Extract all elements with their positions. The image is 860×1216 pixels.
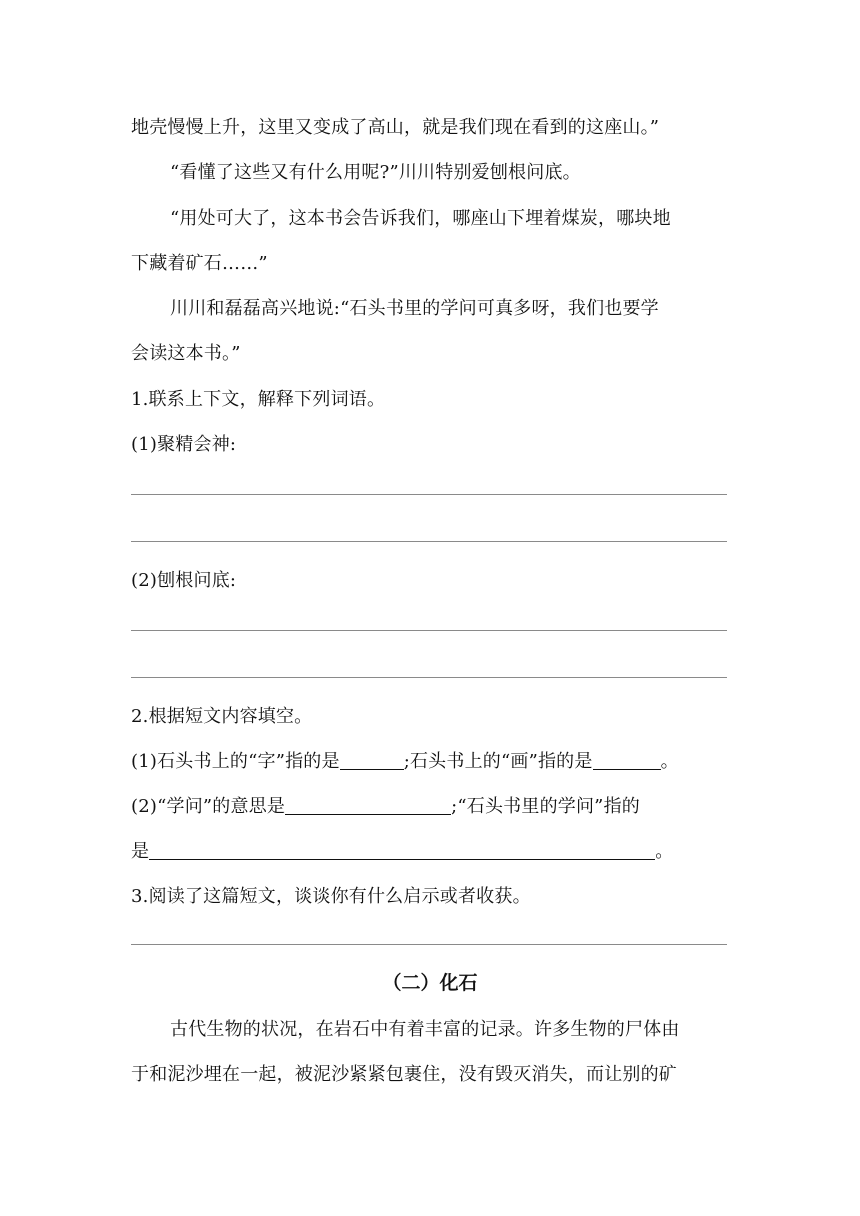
passage-line-3: “用处可大了，这本书会告诉我们，哪座山下埋着煤炭，哪块地 [170,208,671,229]
question-3-heading: 3.阅读了这篇短文，谈谈你有什么启示或者收获。 [131,886,531,907]
passage-line-6: 会读这本书。” [131,343,241,364]
question-1-item-2-label: (2)刨根问底: [131,570,237,591]
answer-line-2[interactable] [131,541,727,542]
question-2-item-2 [131,794,731,820]
question-1-heading: 1.联系上下文，解释下列词语。 [131,389,386,410]
answer-line-4[interactable] [131,677,727,678]
fill-blank-hua[interactable] [593,749,661,770]
q2-item1-end: 。 [660,751,679,772]
question-2-item-2-cont [131,839,731,865]
section-2-line-1: 古代生物的状况，在岩石中有着丰富的记录。许多生物的尸体由 [170,1019,680,1040]
fill-blank-xuewen[interactable] [285,794,451,815]
question-1-item-1-label: (1)聚精会神: [131,434,237,455]
passage-line-2: “看懂了这些又有什么用呢?”川川特别爱刨根问底。 [170,162,581,183]
question-2-heading: 2.根据短文内容填空。 [131,706,313,727]
answer-line-1[interactable] [131,494,727,495]
q2-item2-end: 。 [655,841,674,862]
fill-blank-zi[interactable] [340,749,404,770]
q2-item2-text-b: ;“石头书里的学问”指的 [451,796,640,817]
section-2-line-2: 于和泥沙埋在一起，被泥沙紧紧包裹住，没有毁灭消失，而让别的矿 [131,1064,677,1085]
answer-line-3[interactable] [131,630,727,631]
question-2-item-1 [131,749,731,775]
section-2-title: （二）化石 [382,972,478,994]
passage-line-4: 下藏着矿石……” [131,253,268,274]
passage-line-1: 地壳慢慢上升，这里又变成了高山，就是我们现在看到的这座山。” [131,117,660,138]
fill-blank-shitou-xuewen[interactable] [149,839,655,860]
q2-item2-text-c: 是 [131,841,150,862]
q2-item1-text-a: (1)石头书上的“字”指的是 [131,751,340,772]
answer-line-5[interactable] [131,944,727,945]
q2-item2-text-a: (2)“学问”的意思是 [131,796,286,817]
q2-item1-text-b: ;石头书上的“画”指的是 [403,751,593,772]
passage-line-5: 川川和磊磊高兴地说:“石头书里的学问可真多呀，我们也要学 [170,298,659,319]
